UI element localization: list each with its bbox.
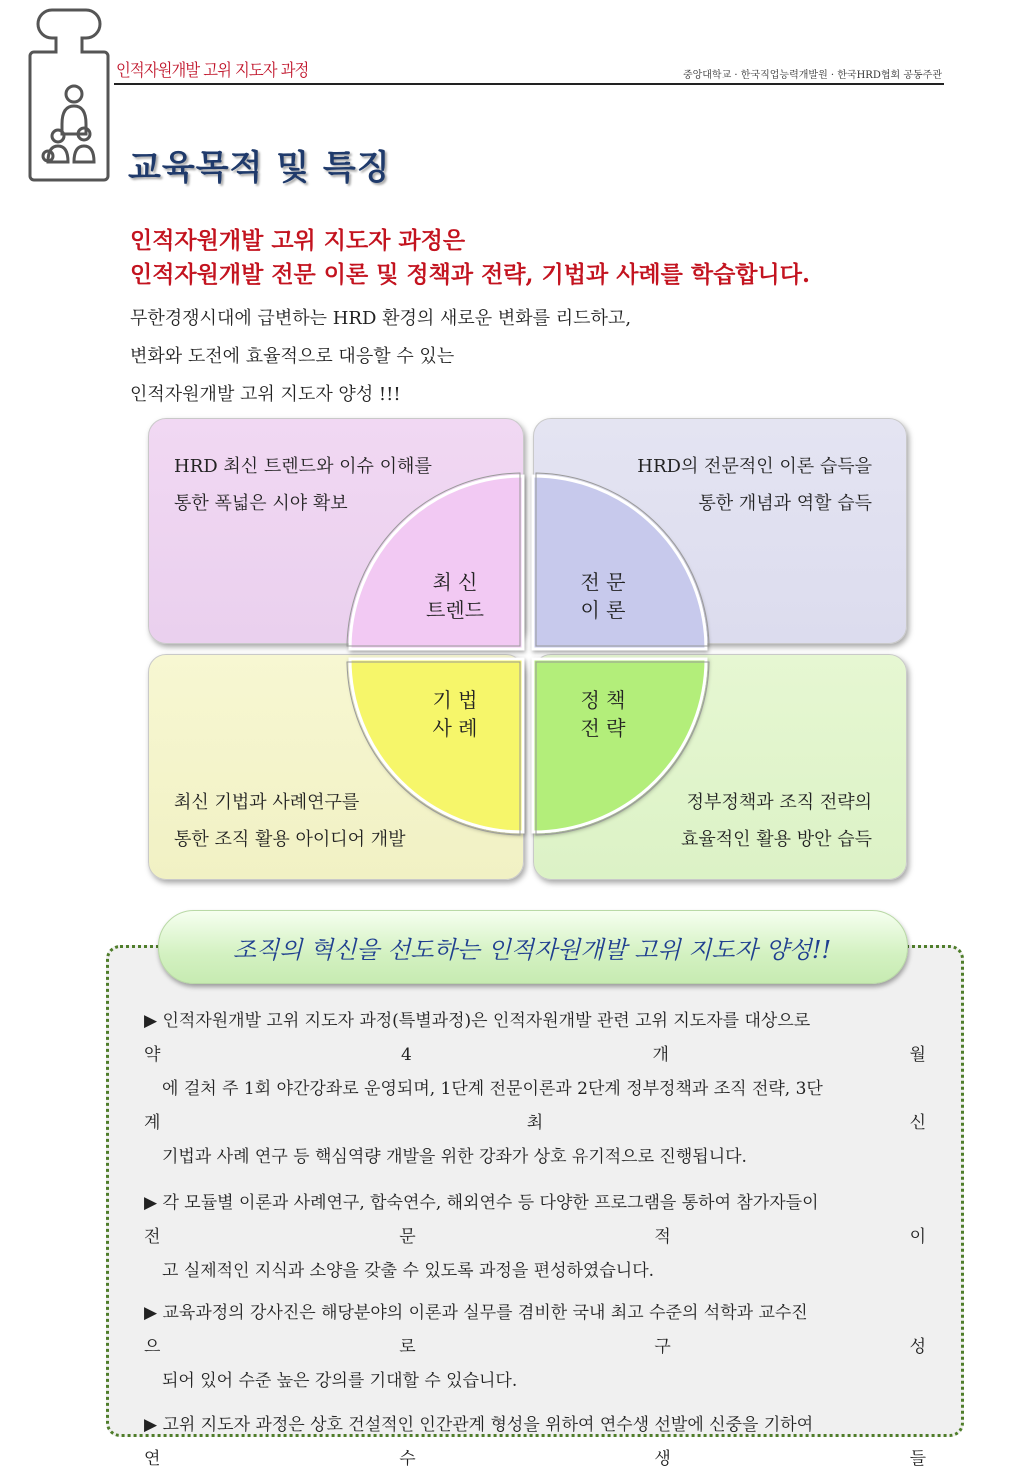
paragraph-2 (144, 1186, 926, 1288)
paragraph-3 (144, 1296, 926, 1398)
header-organizers: 중앙대학교 · 한국직업능력개발원 · 한국HRD협회 공동주관 (682, 70, 942, 81)
quadrant-label-bottom-left (410, 686, 500, 742)
spread-char: 연 (144, 1449, 161, 1469)
paragraph-spread-line (144, 1330, 926, 1364)
spread-char: 월 (909, 1045, 926, 1065)
quadrant-label-line: 정 책 (580, 688, 626, 712)
header-divider (114, 83, 944, 85)
quadrant-text-line: 통한 폭넓은 시야 확보 (174, 493, 348, 514)
spread-char: 신 (909, 1113, 926, 1133)
headline-line-2: 인적자원개발 전문 이론 및 정책과 전략, 기법과 사례를 학습합니다. (130, 261, 810, 288)
quadrant-text-line: 효율적인 활용 방안 습득 (680, 829, 872, 850)
people-logo-icon (28, 6, 112, 186)
headline-line-1: 인적자원개발 고위 지도자 과정은 (130, 227, 466, 254)
quadrant-label-line: 전 략 (580, 716, 626, 740)
intro-line-1: 무한경쟁시대에 급변하는 HRD 환경의 새로운 변화를 리드하고, (130, 308, 632, 329)
paragraph-spread-line (144, 1442, 926, 1476)
quadrant-circle (340, 466, 716, 842)
paragraph-line: ▶ 교육과정의 강사진은 해당분야의 이론과 실무를 겸비한 국내 최고 수준의 석학과 교수진 (144, 1303, 808, 1323)
paragraph-4 (144, 1408, 926, 1476)
spread-char: 성 (909, 1337, 926, 1357)
quadrant-label-bottom-right (558, 686, 648, 742)
intro-line-2: 변화와 도전에 효율적으로 대응할 수 있는 (130, 346, 455, 367)
quadrant-label-line: 기 법 (432, 688, 478, 712)
paragraph-spread-line (144, 1038, 926, 1072)
paragraph-line: ▶ 인적자원개발 고위 지도자 과정(특별과정)은 인적자원개발 관련 고위 지도자를 대상으로 (144, 1011, 811, 1031)
slogan-text: 조직의 혁신을 선도하는 인적자원개발 고위 지도자 양성!! (232, 936, 832, 964)
spread-char: 로 (399, 1337, 416, 1357)
quadrant-label-top-left (410, 568, 500, 624)
intro-line-3: 인적자원개발 고위 지도자 양성 !!! (130, 384, 401, 405)
spread-char: 문 (399, 1227, 416, 1247)
wedge-bottom-left (350, 659, 523, 832)
paragraph-line: ▶ 고위 지도자 과정은 상호 건설적인 인간관계 형성을 위하여 연수생 선발에 신중을 기하여 (144, 1415, 814, 1435)
quadrant-label-line: 이 론 (580, 598, 626, 622)
paragraph-line: 고 실제적인 지식과 소양을 갖출 수 있도록 과정을 편성하였습니다. (162, 1261, 655, 1281)
spread-char: 전 (144, 1227, 161, 1247)
quadrant-label-top-right (558, 568, 648, 624)
spread-char: 이 (909, 1227, 926, 1247)
paragraph-spread-line (144, 1106, 926, 1140)
spread-char: 개 (652, 1045, 669, 1065)
paragraph-line: 기법과 사례 연구 등 핵심역량 개발을 위한 강좌가 상호 유기적으로 진행됩니다. (162, 1147, 747, 1167)
spread-char: 적 (654, 1227, 671, 1247)
quadrant-text-line: 정부정책과 조직 전략의 (686, 792, 872, 813)
quadrant-text-line: HRD의 전문적인 이론 습득을 (637, 456, 872, 477)
header-course-title: 인적자원개발 고위 지도자 과정 (116, 61, 309, 81)
quadrant-text-line: 통한 조직 활용 아이디어 개발 (174, 829, 406, 850)
spread-char: 약 (144, 1045, 161, 1065)
spread-char: 생 (654, 1449, 671, 1469)
quadrant-label-line: 전 문 (580, 570, 626, 594)
spread-char: 구 (654, 1337, 671, 1357)
paragraph-line: 되어 있어 수준 높은 강의를 기대할 수 있습니다. (162, 1371, 518, 1391)
page-title: 교육목적 및 특징 (128, 148, 391, 188)
spread-char: 으 (144, 1337, 161, 1357)
spread-char: 계 (144, 1113, 161, 1133)
spread-char: 4 (401, 1045, 412, 1065)
quadrant-label-line: 트렌드 (426, 598, 484, 622)
paragraph-1 (144, 1004, 926, 1174)
quadrant-label-line: 최 신 (432, 570, 478, 594)
spread-char: 수 (399, 1449, 416, 1469)
quadrant-label-line: 사 례 (432, 716, 478, 740)
quadrant-text-line: HRD 최신 트렌드와 이슈 이해를 (174, 456, 432, 477)
paragraph-spread-line (144, 1220, 926, 1254)
quadrant-text-line: 최신 기법과 사례연구를 (174, 792, 360, 813)
wedge-bottom-right (533, 659, 706, 832)
paragraph-line: ▶ 각 모듈별 이론과 사례연구, 합숙연수, 해외연수 등 다양한 프로그램을 통하여 참가자들이 (144, 1193, 819, 1213)
paragraph-line: 에 걸처 주 1회 야간강좌로 운영되며, 1단계 전문이론과 2단계 정부정책과 조직 전략, 3단 (162, 1079, 823, 1099)
spread-char: 들 (909, 1449, 926, 1469)
quadrant-text-line: 통한 개념과 역할 습득 (698, 493, 872, 514)
spread-char: 최 (526, 1113, 544, 1133)
